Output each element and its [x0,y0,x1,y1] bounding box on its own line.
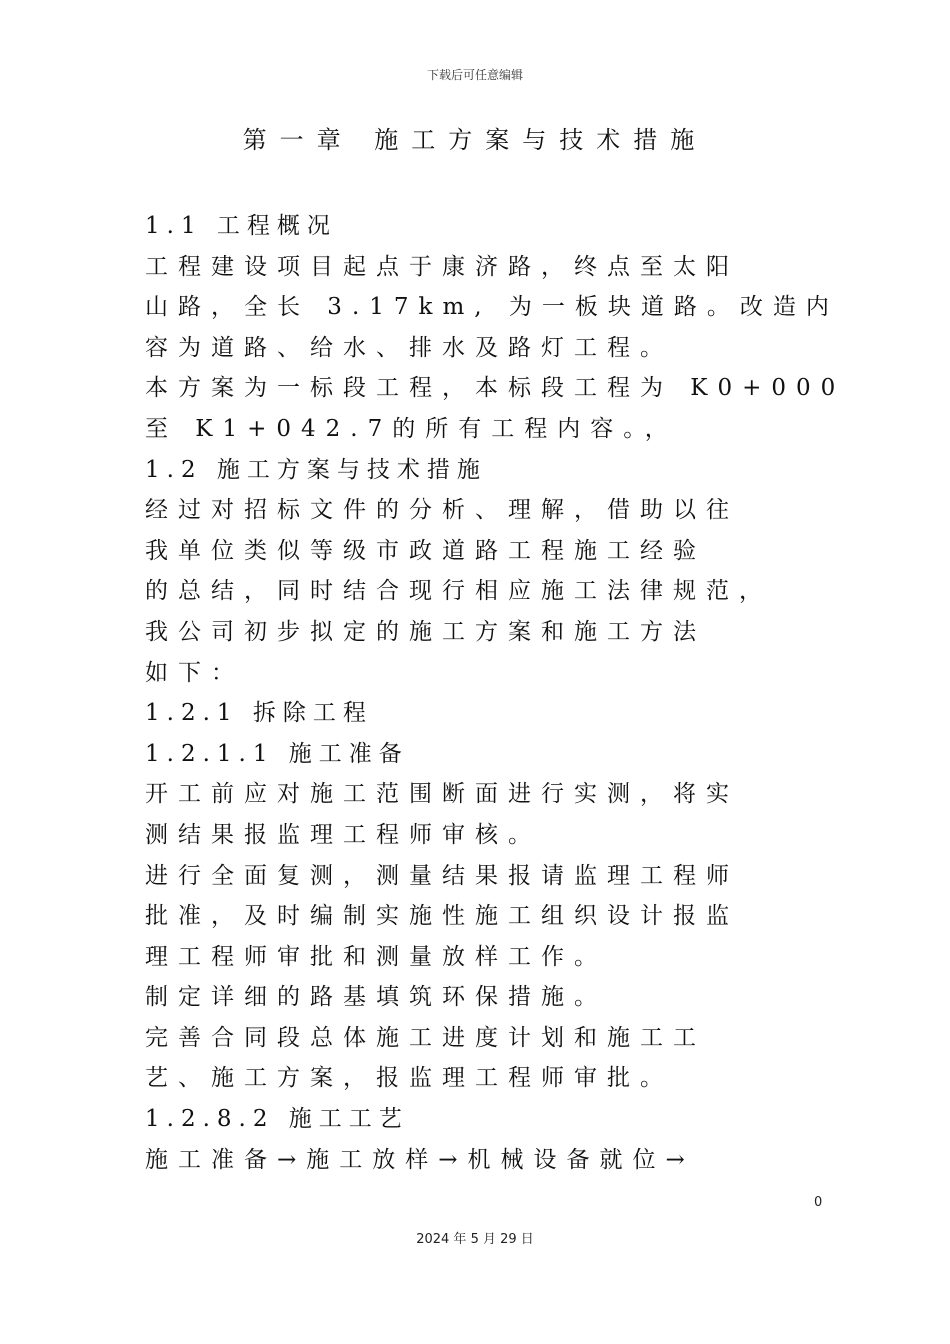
body-line: 山路，全长 3.17km, 为一板块道路。改造内 [145,294,839,321]
section-heading-1-2: 1.2 施工方案与技术措施 [145,456,487,483]
chapter-title: 第一章 施工方案与技术措施 [242,126,708,154]
section-heading-1-2-1-1: 1.2.1.1 施工准备 [145,740,409,767]
body-line: 经过对招标文件的分析、理解，借助以往 [145,497,739,524]
body-line: 容为道路、给水、排水及路灯工程。 [145,334,673,361]
section-heading-1-2-8-2: 1.2.8.2 施工工艺 [145,1106,409,1133]
body-line: 开工前应对施工范围断面进行实测，将实 [145,781,739,808]
body-line: 批准，及时编制实施性施工组织设计报监 [145,903,739,930]
body-line: 的总结，同时结合现行相应施工法律规范， [145,578,772,605]
footer-date: 2024 年 5 月 29 日 [416,1232,534,1247]
body-line: 工程建设项目起点于康济路，终点至太阳 [145,253,739,280]
body-line: 施工准备→施工放样→机械设备就位→ [145,1146,695,1173]
body-line: 测结果报监理工程师审核。 [145,821,541,848]
body-line: 至 K1+042.7的所有工程内容。， [145,415,678,442]
body-line: 理工程师审批和测量放样工作。 [145,943,607,970]
header-note: 下载后可任意编辑 [426,68,523,82]
page-number: 0 [814,1195,823,1210]
body-line: 本方案为一标段工程，本标段工程为 K0+000 [145,375,846,402]
body-line: 艺、施工方案，报监理工程师审批。 [145,1065,673,1092]
body-line: 完善合同段总体施工进度计划和施工工 [145,1024,706,1051]
body-line: 如下： [145,659,244,686]
body-line: 我公司初步拟定的施工方案和施工方法 [145,618,706,645]
section-heading-1-1: 1.1 工程概况 [145,213,337,239]
document-body [145,206,846,1180]
body-line: 我单位类似等级市政道路工程施工经验 [145,537,706,564]
body-line: 进行全面复测，测量结果报请监理工程师 [145,862,739,889]
body-line: 制定详细的路基填筑环保措施。 [145,984,607,1011]
section-heading-1-2-1: 1.2.1 拆除工程 [145,700,373,727]
